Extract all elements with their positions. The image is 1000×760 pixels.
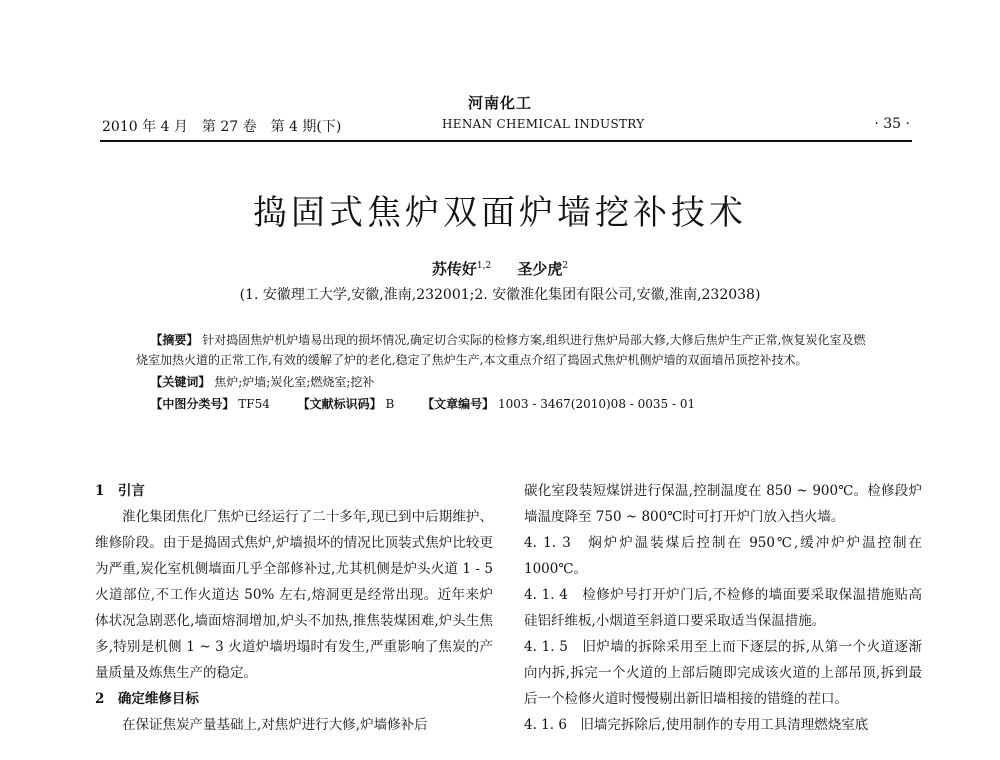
paragraph-continued: 碳化室段装短煤饼进行保温,控制温度在 850 ~ 900℃。检修段炉墙温度降至 750 ~ 800℃时可打开炉门放入挡火墙。: [524, 483, 922, 525]
paragraph-intro: 淮化集团焦化厂焦炉已经运行了二十多年,现已到中后期维护、维修阶段。由于是捣固式焦炉,炉墙损坏的情况比顶装式焦炉比较更为严重,炭化室机侧墙面几乎全部修补过,尤其机侧是炉头火道 1 - 5 火道部位,不工作火道达 50% 左右,熔洞更是经常出现。近年来炉体状况急剧恶化,墙面熔洞增加,炉头不加热,推焦装煤困难,炉头生焦多,特别是机侧 1 ~ 3 火道炉墙坍塌时有发生,严重影响了焦炭的产量质量及炼焦生产的稳定。: [95, 509, 493, 681]
section-heading-1: 1 引言: [95, 483, 145, 499]
paragraph-4-1-6: 4. 1. 6 旧墙完拆除后,使用制作的专用工具清理燃烧室底: [524, 717, 869, 733]
paragraph-4-1-5: 4. 1. 5 旧炉墙的拆除采用至上而下逐层的拆,从第一个火道逐渐向内拆,拆完一个火道的上部后随即完成该火道的上部吊顶,拆到最后一个检修火道时慢慢剔出新旧墙相接的错缝的茬口。: [524, 639, 922, 707]
author-1-affil-mark: 1,2: [476, 261, 492, 271]
keywords-text: 焦炉;炉墙;炭化室;燃烧室;挖补: [214, 375, 375, 389]
issue-info: 2010 年 4 月 第 27 卷 第 4 期(下): [102, 119, 342, 135]
authors: [0, 258, 1000, 279]
body-left-column: [95, 478, 493, 738]
running-header: [102, 114, 910, 136]
abstract: [136, 330, 876, 370]
paragraph-target: 在保证焦炭产量基础上,对焦炉进行大修,炉墙修补后: [122, 717, 428, 733]
journal-english-name: HENAN CHEMICAL INDUSTRY: [442, 117, 645, 131]
body-right-column: [524, 478, 922, 738]
abstract-label: 【摘要】: [150, 333, 199, 347]
class-label: 【中图分类号】: [150, 397, 235, 411]
author-2-affil-mark: 2: [562, 261, 569, 271]
journal-name: 河南化工: [467, 94, 532, 112]
keywords: [136, 372, 876, 392]
author-1: 苏传好: [431, 260, 477, 278]
keywords-label: 【关键词】: [150, 375, 211, 389]
article-number: 1003 - 3467(2010)08 - 0035 - 01: [498, 397, 696, 411]
affiliation: (1. 安徽理工大学,安徽,淮南,232001;2. 安徽淮化集团有限公司,安徽,淮南,232038): [239, 287, 761, 303]
abstract-text: 针对捣固焦炉机炉墙易出现的损坏情况,确定切合实际的检修方案,组织进行焦炉局部大修,大修后焦炉生产正常,恢复炭化室及燃烧室加热火道的正常工作,有效的缓解了炉的老化,稳定了焦炉生产,本文重点介绍了捣固式焦炉机侧炉墙的双面墙吊顶挖补技术。: [136, 333, 866, 367]
article-number-label: 【文章编号】: [422, 397, 495, 411]
class-value: TF54: [238, 397, 270, 411]
doc-code-label: 【文献标识码】: [297, 397, 382, 411]
page-number: · 35 ·: [874, 116, 910, 132]
classification-row: [136, 394, 876, 414]
doc-code-value: B: [385, 397, 395, 411]
author-2: 圣少虎: [517, 260, 563, 278]
paragraph-4-1-3: 4. 1. 3 焖炉炉温装煤后控制在 950℃,缓冲炉炉温控制在 1000℃。: [524, 535, 922, 577]
abstract-block: [136, 330, 876, 414]
paragraph-4-1-4: 4. 1. 4 检修炉号打开炉门后,不检修的墙面要采取保温措施贴高硅铝纤维板,小烟道至斜道口要采取适当保温措施。: [524, 587, 922, 629]
article-title: 捣固式焦炉双面炉墙挖补技术: [253, 193, 747, 233]
header-rule: [100, 140, 912, 142]
section-heading-2: 2 确定维修目标: [95, 691, 199, 707]
